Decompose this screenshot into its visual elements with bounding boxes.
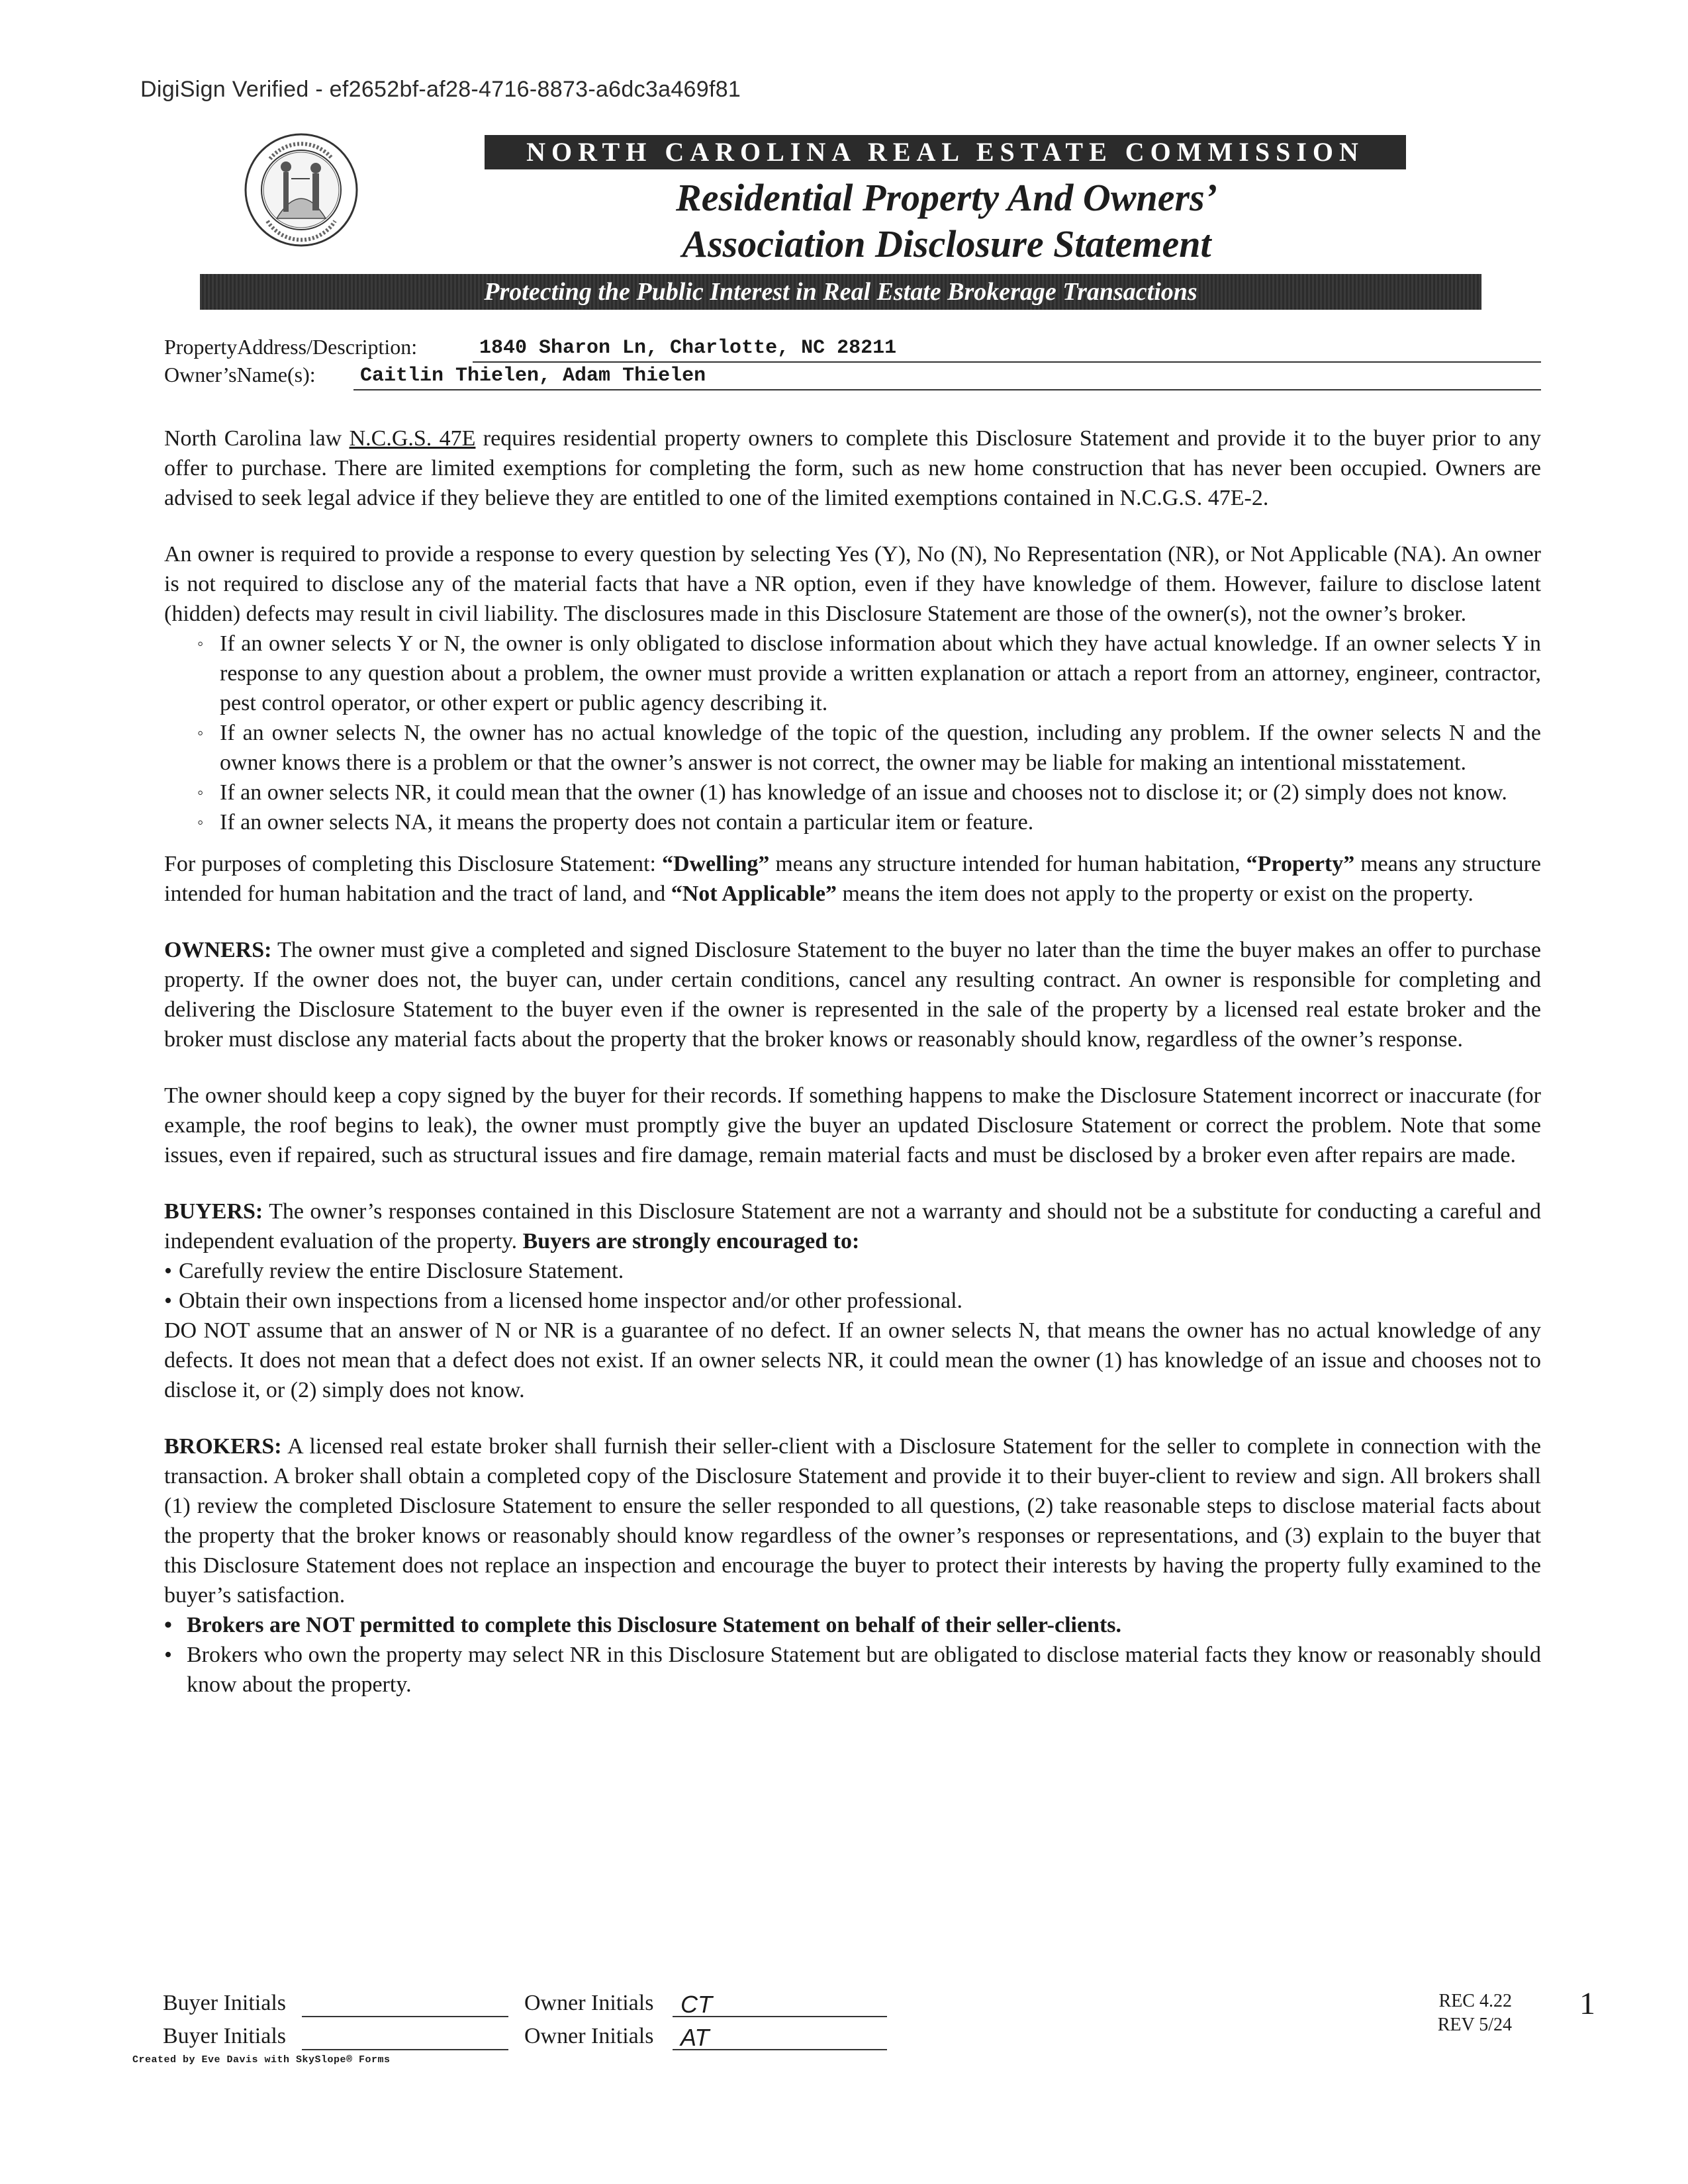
list-item — [164, 807, 1541, 837]
buyers-emphasis: Buyers are strongly encouraged to: — [522, 1229, 860, 1253]
buyer-initials-label: Buyer Initials — [163, 2024, 287, 2048]
initials-row — [163, 1991, 891, 2024]
broker-item-text: Brokers are NOT permitted to complete this Disclosure Statement on behalf of their seller-clients. — [187, 1613, 1122, 1637]
buyers-paragraph-2: DO NOT assume that an answer of N or NR is a guarantee of no defect. If an owner selects N, that means the owner has no actual knowledge of any defects. It does not mean that a defect does not exist. If an owner selects NR, it could mean the owner (1) has knowledge of an issue and chooses not to disclose it, or (2) simply does not know. — [164, 1318, 1541, 1402]
initials-block — [163, 1991, 891, 2057]
definition-text: means any structure intended for human habitation and the tract of land, and — [164, 852, 1541, 906]
owner-initials-label: Owner Initials — [524, 1991, 654, 2015]
intro-text: requires residential property owners to complete this Disclosure Statement and provide it to the buyer prior to any offer to purchase. There are limited exemptions for completing the form, such as new home construction that has never been occupied. Owners are advised to seek legal advice if they believe they are entitled to one of the limited exemptions contained in N.C.G.S. 47E-2. — [164, 426, 1541, 510]
bullet-marker: ◦ — [197, 723, 204, 743]
form-title-line-1: Residential Property And Owners’ — [676, 176, 1217, 219]
intro-paragraph-2: An owner is required to provide a response to every question by selecting Yes (Y), No (N), No Representation (NR), or Not Applicable (NA). An owner is not required to disclose any of the material facts that have a NR option, even if they have knowledge of them. However, failure to disclose latent (hidden) defects may result in civil liability. The disclosures made in this Disclosure Statement are those of the owner(s), not the owner’s broker. — [164, 542, 1541, 626]
property-address-field — [164, 335, 1541, 364]
owners-heading: OWNERS: — [164, 938, 272, 962]
property-address-label: PropertyAddress/Description: — [164, 335, 418, 359]
disclosure-body — [164, 424, 1541, 1700]
page-number: 1 — [1579, 1986, 1595, 2021]
brokers-heading: BROKERS: — [164, 1434, 282, 1459]
brokers-text: A licensed real estate broker shall furnish their seller-client with a Disclosure Statement for the seller to complete in connection with the transaction. A broker shall obtain a completed copy of the Disclosure Statement and provide it to their buyer-client to review and sign. All brokers shall (1) review the completed Disclosure Statement to ensure the seller responded to all questions, (2) take reasonable steps to disclose material facts about the property that the broker knows or reasonably should know regardless of the owner’s responses or representations, and (3) explain to the buyer that this Disclosure Statement does not replace an inspection and encourage the buyer to protect their interests by having the property fully examined to the buyer’s satisfaction. — [164, 1434, 1541, 1608]
form-code: REC 4.22 — [1438, 1991, 1512, 2011]
buyer-item-text: Carefully review the entire Disclosure Statement. — [179, 1259, 624, 1283]
bullet-marker: • — [164, 1289, 172, 1313]
bullet-marker: • — [164, 1259, 172, 1283]
intro-paragraph-1 — [164, 424, 1541, 513]
definition-term: “Property” — [1246, 852, 1355, 876]
buyer-initials-field[interactable] — [302, 1991, 508, 2017]
bullet-text: If an owner selects Y or N, the owner is only obligated to disclose information about which they have actual knowledge. If an owner selects Y in response to any question about a problem, the owner must provide a written explanation or attach a report from an attorney, engineer, contractor, pest control operator, or other expert or public agency describing it. — [220, 631, 1541, 715]
owner-names-value[interactable]: Caitlin Thielen, Adam Thielen — [353, 363, 1541, 390]
list-item — [164, 1610, 1541, 1640]
list-item — [164, 1256, 1541, 1286]
bullet-marker: • — [164, 1643, 172, 1667]
bullet-text: If an owner selects NA, it means the property does not contain a particular item or feature. — [220, 810, 1034, 835]
bullet-marker: ◦ — [197, 634, 204, 653]
definitions-paragraph — [164, 849, 1541, 909]
bullet-marker: • — [164, 1613, 172, 1637]
buyer-item-text: Obtain their own inspections from a licensed home inspector and/or other professional. — [179, 1289, 963, 1313]
definition-text: means the item does not apply to the property or exist on the property. — [837, 882, 1474, 906]
owners-paragraph-2: The owner should keep a copy signed by the buyer for their records. If something happens to make the Disclosure Statement incorrect or inaccurate (for example, the roof begins to leak), the owner must promptly give the buyer an updated Disclosure Statement or correct the problem. Note that some issues, even if repaired, such as structural issues and fire damage, remain material facts and must be disclosed by a broker even after repairs are made. — [164, 1083, 1541, 1167]
tagline-banner: Protecting the Public Interest in Real Estate Brokerage Transactions — [200, 274, 1481, 310]
owner-names-field — [164, 363, 1541, 392]
digisign-verification: DigiSign Verified - ef2652bf-af28-4716-8873-a6dc3a469f81 — [140, 77, 741, 102]
list-item — [164, 629, 1541, 718]
form-title-line-2: Association Disclosure Statement — [682, 222, 1211, 265]
bullet-text: If an owner selects NR, it could mean that the owner (1) has knowledge of an issue and chooses not to disclose it; or (2) simply does not know. — [220, 780, 1507, 805]
statute-link[interactable]: N.C.G.S. 47E — [349, 426, 476, 451]
buyers-paragraph-1 — [164, 1197, 1541, 1256]
buyer-initials-field[interactable] — [302, 2024, 508, 2050]
bullet-marker: ◦ — [197, 813, 204, 832]
buyers-text: The owner’s responses contained in this Disclosure Statement are not a warranty and should not be a substitute for conducting a careful and independent evaluation of the property. — [164, 1199, 1541, 1253]
revision-date: REV 5/24 — [1437, 2015, 1512, 2035]
bullet-marker: ◦ — [197, 783, 204, 802]
commission-name-banner: NORTH CAROLINA REAL ESTATE COMMISSION — [485, 135, 1406, 169]
owner-initials-field[interactable]: CT — [673, 1991, 887, 2017]
owner-initials-field[interactable]: AT — [673, 2024, 887, 2050]
buyer-initials-label: Buyer Initials — [163, 1991, 287, 2015]
property-address-value[interactable]: 1840 Sharon Ln, Charlotte, NC 28211 — [473, 335, 1541, 363]
definition-term: “Dwelling” — [661, 852, 770, 876]
list-item — [164, 718, 1541, 778]
owners-text: The owner must give a completed and signed Disclosure Statement to the buyer no later than the time the buyer makes an offer to purchase property. If the owner does not, the buyer can, under certain conditions, cancel any resulting contract. An owner is responsible for completing and delivering the Disclosure Statement to the buyer even if the owner is represented in the sale of the property by a licensed real estate broker and the broker must disclose any material facts about the property that the broker knows or reasonably should know, regardless of the owner’s response. — [164, 938, 1541, 1052]
definition-text: means any structure intended for human habitation, — [769, 852, 1246, 876]
initials-row — [163, 2024, 891, 2057]
owner-initials-label: Owner Initials — [524, 2024, 654, 2048]
broker-item-text: Brokers who own the property may select NR in this Disclosure Statement but are obligated to disclose material facts they know or reasonably should know about the property. — [187, 1643, 1541, 1697]
owners-paragraph-1 — [164, 935, 1541, 1054]
revision-block — [1419, 1989, 1512, 2037]
list-item — [164, 778, 1541, 807]
owner-names-label: Owner’sName(s): — [164, 363, 316, 387]
bullet-text: If an owner selects N, the owner has no actual knowledge of the topic of the question, including any problem. If the owner selects N and the owner knows there is a problem or that the owner’s answer is not correct, the owner may be liable for making an intentional misstatement. — [220, 721, 1541, 775]
definition-term: “Not Applicable” — [671, 882, 837, 906]
brokers-paragraph — [164, 1432, 1541, 1610]
form-title — [490, 175, 1403, 267]
commission-seal-logo — [244, 132, 359, 248]
buyers-heading: BUYERS: — [164, 1199, 263, 1224]
intro-text: North Carolina law — [164, 426, 350, 451]
definition-text: For purposes of completing this Disclosure Statement: — [164, 852, 662, 876]
list-item — [164, 1286, 1541, 1316]
created-by-note: Created by Eve Davis with SkySlope® Forms — [132, 2054, 391, 2066]
list-item — [164, 1640, 1541, 1700]
